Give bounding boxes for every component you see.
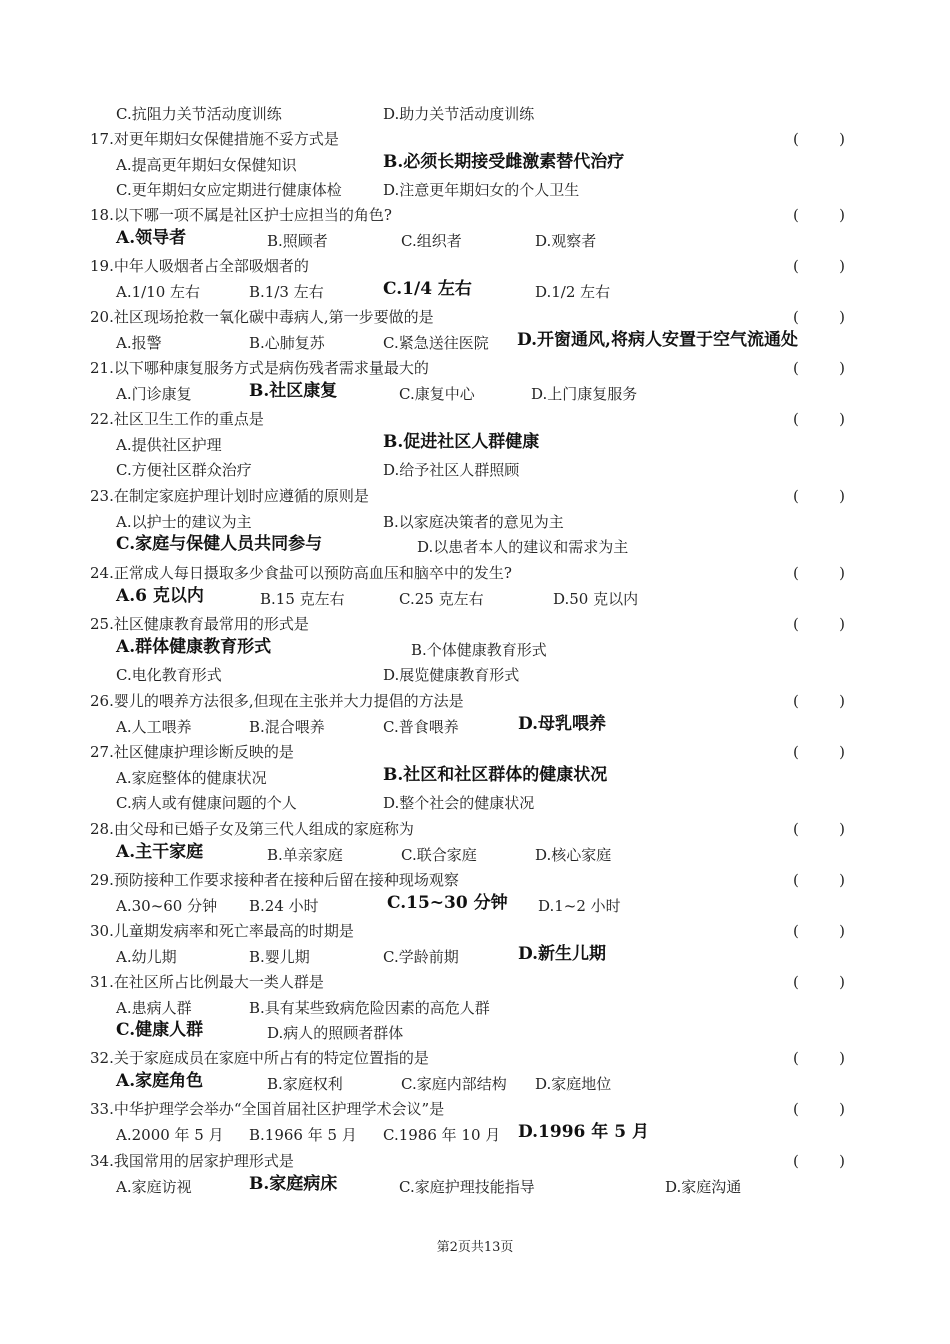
answer-blank: ( ) <box>793 615 845 633</box>
option-d: D.给予社区人群照顾 <box>383 461 520 479</box>
answer-blank: ( ) <box>793 130 845 148</box>
question-text: 26.婴儿的喂养方法很多,但现在主张并大力提倡的方法是 <box>90 692 464 710</box>
answer-blank: ( ) <box>793 1100 845 1118</box>
option-row <box>0 382 950 406</box>
option-c: C.紧急送往医院 <box>383 334 489 352</box>
option-a-answer: A.群体健康教育形式 <box>116 637 272 657</box>
option-c: C.家庭内部结构 <box>401 1075 507 1093</box>
option-b: B.24 小时 <box>249 897 319 915</box>
option-row <box>0 945 950 969</box>
question-text: 32.关于家庭成员在家庭中所占有的特定位置指的是 <box>90 1049 429 1067</box>
question-17 <box>0 127 950 151</box>
option-a: A.患病人群 <box>116 999 192 1017</box>
option-b: B.照顾者 <box>267 232 328 250</box>
question-text: 25.社区健康教育最常用的形式是 <box>90 615 309 633</box>
question-21 <box>0 356 950 380</box>
option-c: C.抗阻力关节活动度训练 <box>116 105 282 123</box>
option-row <box>0 102 950 126</box>
option-d: D.助力关节活动度训练 <box>383 105 535 123</box>
option-b: B.家庭权利 <box>267 1075 343 1093</box>
option-b-answer: B.促进社区人群健康 <box>383 432 540 452</box>
option-row <box>0 433 950 457</box>
option-c-answer: C.15~30 分钟 <box>387 893 508 913</box>
option-c: C.康复中心 <box>399 385 475 403</box>
question-text: 20.社区现场抢救一氧化碳中毒病人,第一步要做的是 <box>90 308 434 326</box>
option-b: B.具有某些致病危险因素的高危人群 <box>249 999 490 1017</box>
question-26 <box>0 689 950 713</box>
option-c: C.电化教育形式 <box>116 666 222 684</box>
question-text: 23.在制定家庭护理计划时应遵循的原则是 <box>90 487 369 505</box>
option-b-answer: B.社区和社区群体的健康状况 <box>383 765 608 785</box>
option-row <box>0 791 950 815</box>
option-c: C.联合家庭 <box>401 846 477 864</box>
option-d-answer: D.母乳喂养 <box>518 714 607 734</box>
option-b-answer: B.家庭病床 <box>249 1174 338 1194</box>
option-a: A.2000 年 5 月 <box>116 1126 224 1144</box>
question-text: 18.以下哪一项不属是社区护士应担当的角色? <box>90 206 392 224</box>
option-d: D.家庭沟通 <box>665 1178 742 1196</box>
option-d-answer: D.新生儿期 <box>518 944 607 964</box>
question-23 <box>0 484 950 508</box>
option-row <box>0 766 950 790</box>
option-a-answer: A.领导者 <box>116 228 187 248</box>
question-20 <box>0 305 950 329</box>
option-d: D.病人的照顾者群体 <box>267 1024 404 1042</box>
option-row <box>0 1021 950 1045</box>
question-32 <box>0 1046 950 1070</box>
option-c-answer: C.家庭与保健人员共同参与 <box>116 534 323 554</box>
option-row <box>0 178 950 202</box>
option-a: A.30~60 分钟 <box>116 897 218 915</box>
option-d: D.整个社会的健康状况 <box>383 794 535 812</box>
option-a: A.家庭整体的健康状况 <box>116 769 267 787</box>
option-a: A.报警 <box>116 334 162 352</box>
answer-blank: ( ) <box>793 1152 845 1170</box>
option-d: D.50 克以内 <box>553 590 639 608</box>
option-c: C.组织者 <box>401 232 462 250</box>
option-b: B.心肺复苏 <box>249 334 325 352</box>
question-text: 29.预防接种工作要求接种者在接种后留在接种现场观察 <box>90 871 459 889</box>
option-b: B.以家庭决策者的意见为主 <box>383 513 564 531</box>
option-b: B.个体健康教育形式 <box>411 641 547 659</box>
option-a: A.门诊康复 <box>116 385 192 403</box>
option-a: A.提供社区护理 <box>116 436 222 454</box>
option-d: D.展览健康教育形式 <box>383 666 520 684</box>
option-row <box>0 280 950 304</box>
answer-blank: ( ) <box>793 820 845 838</box>
option-a: A.家庭访视 <box>116 1178 192 1196</box>
question-text: 33.中华护理学会举办“全国首届社区护理学术会议”是 <box>90 1100 445 1118</box>
answer-blank: ( ) <box>793 308 845 326</box>
question-text: 22.社区卫生工作的重点是 <box>90 410 264 428</box>
question-24 <box>0 561 950 585</box>
option-a: A.幼儿期 <box>116 948 177 966</box>
question-18 <box>0 203 950 227</box>
option-d: D.以患者本人的建议和需求为主 <box>417 538 629 556</box>
option-b: B.单亲家庭 <box>267 846 343 864</box>
option-row <box>0 229 950 253</box>
option-c: C.更年期妇女应定期进行健康体检 <box>116 181 342 199</box>
answer-blank: ( ) <box>793 743 845 761</box>
question-33 <box>0 1097 950 1121</box>
option-b: B.混合喂养 <box>249 718 325 736</box>
option-row <box>0 663 950 687</box>
question-text: 19.中年人吸烟者占全部吸烟者的 <box>90 257 309 275</box>
question-34 <box>0 1149 950 1173</box>
option-d: D.观察者 <box>535 232 597 250</box>
option-d: D.上门康复服务 <box>531 385 638 403</box>
option-row <box>0 1175 950 1199</box>
option-d: D.核心家庭 <box>535 846 612 864</box>
question-text: 21.以下哪种康复服务方式是病伤残者需求量最大的 <box>90 359 429 377</box>
question-19 <box>0 254 950 278</box>
option-d-answer: D.开窗通风,将病人安置于空气流通处 <box>517 330 798 350</box>
question-27 <box>0 740 950 764</box>
option-a-answer: A.6 克以内 <box>116 586 204 606</box>
option-row <box>0 715 950 739</box>
answer-blank: ( ) <box>793 973 845 991</box>
option-a: A.提高更年期妇女保健知识 <box>116 156 297 174</box>
answer-blank: ( ) <box>793 257 845 275</box>
option-d: D.1~2 小时 <box>538 897 621 915</box>
option-a: A.人工喂养 <box>116 718 192 736</box>
option-b: B.1966 年 5 月 <box>249 1126 357 1144</box>
option-row <box>0 1072 950 1096</box>
option-b-answer: B.社区康复 <box>249 381 338 401</box>
option-row <box>0 153 950 177</box>
answer-blank: ( ) <box>793 871 845 889</box>
option-a-answer: A.主干家庭 <box>116 842 204 862</box>
question-29 <box>0 868 950 892</box>
answer-blank: ( ) <box>793 487 845 505</box>
option-b: B.婴儿期 <box>249 948 310 966</box>
option-c-answer: C.1/4 左右 <box>383 279 472 299</box>
option-d: D.注意更年期妇女的个人卫生 <box>383 181 580 199</box>
option-c: C.1986 年 10 月 <box>383 1126 501 1144</box>
question-31 <box>0 970 950 994</box>
question-text: 31.在社区所占比例最大一类人群是 <box>90 973 324 991</box>
option-row <box>0 1123 950 1147</box>
answer-blank: ( ) <box>793 1049 845 1067</box>
option-c: C.方便社区群众治疗 <box>116 461 252 479</box>
answer-blank: ( ) <box>793 692 845 710</box>
option-c: C.病人或有健康问题的个人 <box>116 794 297 812</box>
option-a: A.1/10 左右 <box>116 283 201 301</box>
answer-blank: ( ) <box>793 359 845 377</box>
option-c: C.学龄前期 <box>383 948 459 966</box>
option-row <box>0 510 950 534</box>
option-b-answer: B.必须长期接受雌激素替代治疗 <box>383 152 625 172</box>
option-b: B.15 克左右 <box>260 590 345 608</box>
question-25 <box>0 612 950 636</box>
option-b: B.1/3 左右 <box>249 283 324 301</box>
question-text: 17.对更年期妇女保健措施不妥方式是 <box>90 130 339 148</box>
question-text: 30.儿童期发病率和死亡率最高的时期是 <box>90 922 354 940</box>
question-text: 34.我国常用的居家护理形式是 <box>90 1152 294 1170</box>
option-row <box>0 331 950 355</box>
answer-blank: ( ) <box>793 922 845 940</box>
option-row <box>0 996 950 1020</box>
question-text: 28.由父母和已婚子女及第三代人组成的家庭称为 <box>90 820 414 838</box>
answer-blank: ( ) <box>793 206 845 224</box>
question-text: 24.正常成人每日摄取多少食盐可以预防高血压和脑卒中的发生? <box>90 564 512 582</box>
answer-blank: ( ) <box>793 410 845 428</box>
option-c: C.普食喂养 <box>383 718 459 736</box>
option-row <box>0 894 950 918</box>
option-d-answer: D.1996 年 5 月 <box>518 1122 649 1142</box>
option-d: D.家庭地位 <box>535 1075 612 1093</box>
question-text: 27.社区健康护理诊断反映的是 <box>90 743 294 761</box>
option-c: C.家庭护理技能指导 <box>399 1178 535 1196</box>
page-number: 第2页共13页 <box>436 1240 514 1255</box>
option-row <box>0 535 950 559</box>
option-a-answer: A.家庭角色 <box>116 1071 204 1091</box>
question-22 <box>0 407 950 431</box>
option-d: D.1/2 左右 <box>535 283 611 301</box>
question-30 <box>0 919 950 943</box>
question-28 <box>0 817 950 841</box>
option-row <box>0 458 950 482</box>
option-c: C.25 克左右 <box>399 590 484 608</box>
option-row <box>0 843 950 867</box>
option-a: A.以护士的建议为主 <box>116 513 252 531</box>
option-row <box>0 638 950 662</box>
answer-blank: ( ) <box>793 564 845 582</box>
option-row <box>0 587 950 611</box>
option-c-answer: C.健康人群 <box>116 1020 204 1040</box>
